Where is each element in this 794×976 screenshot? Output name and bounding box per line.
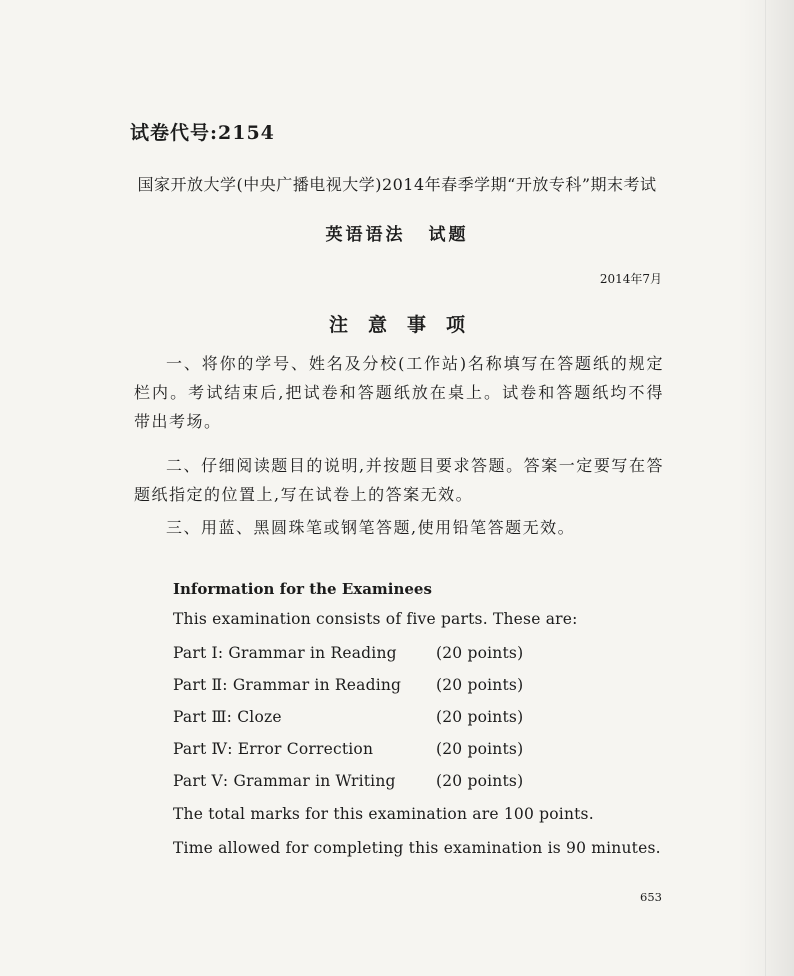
notice-title: 注意事项	[328, 314, 485, 336]
notice-item-2: 二、仔细阅读题目的说明,并按题目要求答题。答案一定要写在答题纸指定的位置上,写在试卷上的答案无效。	[134, 456, 664, 504]
part-label: Part Ⅴ: Grammar in Writing	[173, 772, 396, 790]
part-label: Part Ⅰ: Grammar in Reading	[173, 644, 397, 662]
part-points: (20 points)	[436, 676, 524, 694]
total-marks: The total marks for this examination are 100 points.	[173, 805, 594, 823]
part-label: Part Ⅳ: Error Correction	[173, 740, 374, 758]
exam-date: 2014年7月	[599, 272, 662, 286]
info-intro: This examination consists of five parts. These are:	[173, 610, 578, 628]
part-points: (20 points)	[436, 772, 524, 790]
notice-item-3: 三、用蓝、黑圆珠笔或钢笔答题,使用铅笔答题无效。	[166, 518, 576, 537]
time-allowed: Time allowed for completing this examination is 90 minutes.	[173, 839, 661, 857]
page-number: 653	[640, 890, 662, 904]
part-points: (20 points)	[436, 644, 524, 662]
part-label: Part Ⅲ: Cloze	[173, 708, 282, 726]
part-label: Part Ⅱ: Grammar in Reading	[173, 676, 402, 694]
part-points: (20 points)	[436, 740, 524, 758]
scan-edge-line	[765, 0, 766, 976]
scan-edge-shadow	[738, 0, 794, 976]
exam-title: 国家开放大学(中央广播电视大学)2014年春季学期“开放专科”期末考试	[137, 175, 657, 194]
subject-title: 英语语法 试题	[325, 225, 469, 245]
paper-code: 试卷代号:2154	[130, 122, 275, 144]
info-heading: Information for the Examinees	[173, 580, 432, 598]
part-points: (20 points)	[436, 708, 524, 726]
notice-item-1: 一、将你的学号、姓名及分校(工作站)名称填写在答题纸的规定栏内。考试结束后,把试卷和答题纸放在桌上。试卷和答题纸均不得带出考场。	[134, 354, 664, 431]
